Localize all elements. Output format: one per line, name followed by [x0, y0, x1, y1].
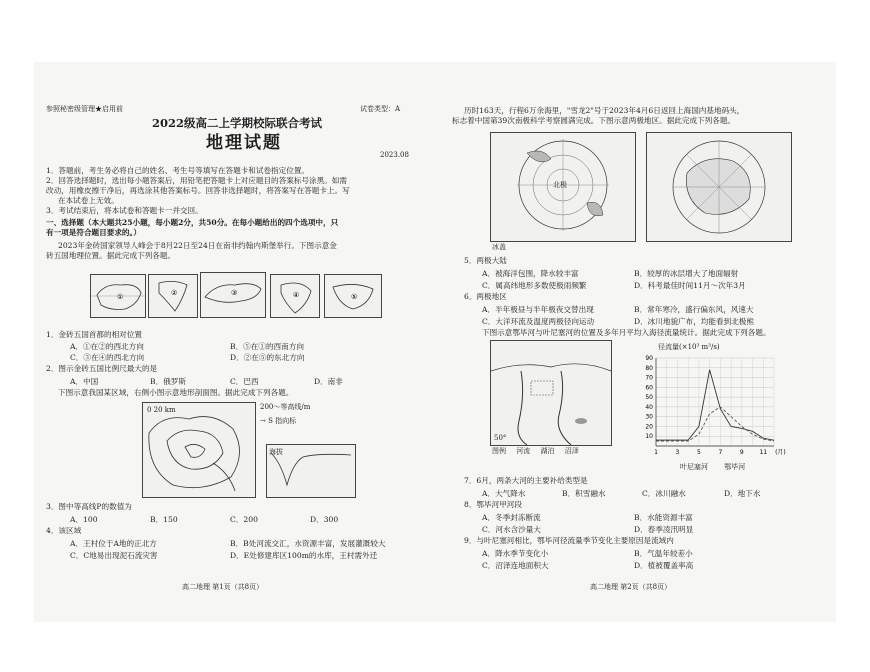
confidential-header: 参照秘密级管理★启用前 [46, 105, 123, 113]
exam-sheet [34, 62, 836, 622]
intro-region: 下图示意我国某区域，右侧小图示意地形剖面图。据此完成下列各题。 [58, 388, 294, 397]
runoff-chart [634, 352, 784, 460]
x-tick-label: 1 [654, 449, 658, 456]
polar-map-south [646, 132, 792, 242]
river-legend [492, 446, 579, 456]
q5-option-a: A．被海洋包围，降水较丰富 [482, 269, 579, 278]
q7-option-d: D．地下水 [724, 489, 761, 498]
q6-option-b: B．常年寒冷，盛行偏东风，风速大 [634, 305, 754, 314]
q4-stem: 4．该区域 [46, 526, 82, 535]
y-tick-label: 70 [645, 374, 653, 382]
q9-option-c: C．沼泽连地面积大 [482, 561, 549, 570]
notice-5: 3．考试结束后，将本试卷和答题卡一并交回。 [46, 206, 203, 215]
q9-stem: 9．与叶尼塞河相比，鄂毕河径流量季节变化主要原因是流域内 [464, 536, 674, 545]
paper-type: 试卷类型：A [360, 105, 401, 113]
intro-antarctic-2: 标志着中国第39次南极科学考察圆满完成。下图示意两极地区。据此完成下列各题。 [452, 116, 736, 125]
q8-option-d: D．春季凌汛明显 [634, 525, 694, 534]
map-china [90, 274, 146, 318]
y-tick-label: 30 [645, 413, 653, 421]
map-marker: ① [117, 293, 124, 301]
q3-option-d: D．300 [310, 515, 339, 524]
q6-option-a: A．半年极昼与半年极夜交替出现 [482, 305, 594, 314]
q7-option-a: A．大气降水 [482, 489, 526, 498]
q5-option-d: D．科考最佳时间11月～次年3月 [634, 281, 746, 290]
map-south-africa [324, 274, 382, 318]
legend-arrow: → S 指向标 [260, 417, 297, 425]
legend-contour: 200～等高线/m [260, 403, 311, 411]
y-tick-label: 40 [645, 403, 653, 411]
x-tick-label: 9 [739, 449, 744, 456]
q2-option-c: C．巴西 [230, 377, 259, 386]
ice-legend: 冰盖 [492, 243, 506, 251]
latitude-label: 50° [494, 434, 507, 442]
legend-swamp: 沼泽 [564, 447, 579, 455]
x-tick-label: 5 [696, 449, 701, 456]
x-tick-label: 3 [675, 449, 680, 456]
q7-option-c: C．冰川融水 [642, 489, 686, 498]
q5-stem: 5．两极大陆 [464, 256, 507, 265]
q8-option-a: A．冬季封冻断流 [482, 513, 541, 522]
notice-4: 在本试卷上无效。 [58, 196, 119, 205]
intro-brics-1: 2023年金砖国家领导人峰会于8月22日至24日在南非约翰内斯堡举行。下图示意金 [58, 241, 337, 250]
exam-title: 2022级高二上学期校际联合考试 [152, 116, 323, 130]
q2-stem: 2．图示金砖五国比例尺最大的是 [46, 364, 158, 373]
subject-title: 地理试题 [206, 133, 282, 153]
q1-option-d: D．②在⑤的东北方向 [230, 353, 305, 362]
q6-stem: 6．两极地区 [464, 292, 507, 301]
legend-lake: 湖泊 [540, 447, 555, 455]
y-tick-label: 50 [645, 394, 653, 402]
map-russia [200, 272, 266, 318]
q9-option-a: A．降水季节变化小 [482, 549, 549, 558]
q9-option-d: D．植被覆盖率高 [634, 561, 694, 570]
profile-chart [266, 444, 356, 498]
legend-yenisei: 叶尼塞河 [680, 463, 708, 471]
chart-legend [680, 462, 745, 472]
q1-option-b: B．⑤在①的西南方向 [230, 342, 304, 351]
q4-option-b: B．B处河流交汇，水资源丰富，发展灌溉较大 [230, 539, 386, 548]
q4-option-c: C．C地易出现泥石流灾害 [70, 551, 158, 560]
notice-2: 2．回答选择题时，选出每小题答案后，用铅笔把答题卡上对应题目的答案标号涂黑。如需 [46, 176, 347, 185]
q1-stem: 1．金砖五国首都的相对位置 [46, 330, 142, 339]
q6-option-d: D．冰川地貌广布，均能看到北极熊 [634, 317, 754, 326]
q1-option-c: C．③在④的西北方向 [70, 353, 145, 362]
q2-option-d: D．南非 [314, 377, 343, 386]
y-tick-label: 60 [645, 384, 653, 392]
north-pole-label: 北极 [553, 181, 567, 189]
section-heading: 一、选择题（本大题共25小题，每小题2分，共50分。在每小题给出的四个选项中，只 [46, 218, 339, 227]
q3-option-b: B．150 [150, 515, 178, 524]
notice-3: 改动，用橡皮擦干净后，再选涂其他答案标号。回答非选择题时，将答案写在答题卡上。写 [46, 186, 350, 195]
river-map [490, 340, 612, 446]
q4-option-d: D．E处修建库区100m的水库，王村需外迁 [230, 551, 378, 560]
map-brazil [270, 274, 320, 318]
map-india [148, 274, 198, 318]
scale-bar: 0 20 km [147, 406, 176, 414]
y-tick-label: 20 [645, 423, 653, 431]
q2-option-b: B．俄罗斯 [150, 377, 186, 386]
q7-option-b: B．积雪融水 [562, 489, 606, 498]
contour-map [142, 402, 256, 498]
exam-date: 2023.08 [380, 151, 409, 159]
map-marker: ⑤ [351, 293, 358, 301]
q5-option-c: C．属高纬地形多数使极雨频繁 [482, 281, 587, 290]
q3-stem: 3．图中等高线P的数值为 [46, 502, 132, 511]
notice-1: 1．答题前，考生务必将自己的姓名、考生号等填写在答题卡和试卷指定位置。 [46, 166, 310, 175]
intro-antarctic-1: 历时163天，行程6万余海里，"雪龙2"号于2023年4月6日返回上海国内基地码头， [464, 106, 745, 115]
q8-stem: 8．鄂毕河甲河段 [464, 500, 522, 509]
legend-title: 图例 [492, 447, 506, 455]
series-line-ob [656, 407, 774, 441]
q1-option-a: A．①在②的西北方向 [70, 342, 144, 351]
q5-option-b: B．较厚的冰层增大了地面辐射 [634, 269, 739, 278]
map-marker: ④ [293, 291, 300, 299]
intro-brics-2: 砖五国地理位置。据此完成下列各题。 [46, 251, 176, 260]
legend-ob: 鄂毕河 [724, 463, 746, 471]
y-tick-label: 80 [645, 364, 653, 372]
q8-option-b: B．水能资源丰富 [634, 513, 693, 522]
x-tick-label: 11 [759, 449, 768, 456]
q2-option-a: A．中国 [70, 377, 99, 386]
x-tick-label: (月) [775, 449, 786, 456]
y-tick-label: 10 [645, 433, 653, 441]
legend-river: 河流 [516, 447, 531, 455]
polar-map-north [490, 132, 636, 242]
q3-option-c: C．200 [230, 515, 258, 524]
q9-option-b: B．气温年较差小 [634, 549, 693, 558]
q7-stem: 7．6月，两条大河的主要补给类型是 [464, 476, 588, 485]
y-tick-label: 90 [645, 355, 653, 362]
section-heading-2: 有一项是符合题目要求的。） [46, 228, 141, 237]
x-tick-label: 7 [718, 449, 723, 456]
profile-label: 海拔 [269, 448, 283, 456]
q4-option-a: A．王村位于A地的正北方 [70, 539, 157, 548]
map-marker: ③ [231, 289, 238, 297]
map-marker: ② [171, 289, 178, 297]
intro-rivers: 下图示意鄂毕河与叶尼塞河的位置及多年月平均入海径流量统计。据此完成下列各题。 [482, 328, 771, 337]
page2-footer: 高二地理 第2页（共8页） [590, 583, 672, 591]
series-line-yenisei [656, 370, 774, 440]
q6-option-c: C．大洋环流及温度两极径向运动 [482, 317, 595, 326]
q3-option-a: A．100 [70, 515, 98, 524]
q8-option-c: C．河水含沙量大 [482, 525, 541, 534]
page1-footer: 高二地理 第1页（共8页） [182, 583, 264, 591]
chart-ylabel: 径流量(×10³ m³/s) [658, 343, 720, 351]
